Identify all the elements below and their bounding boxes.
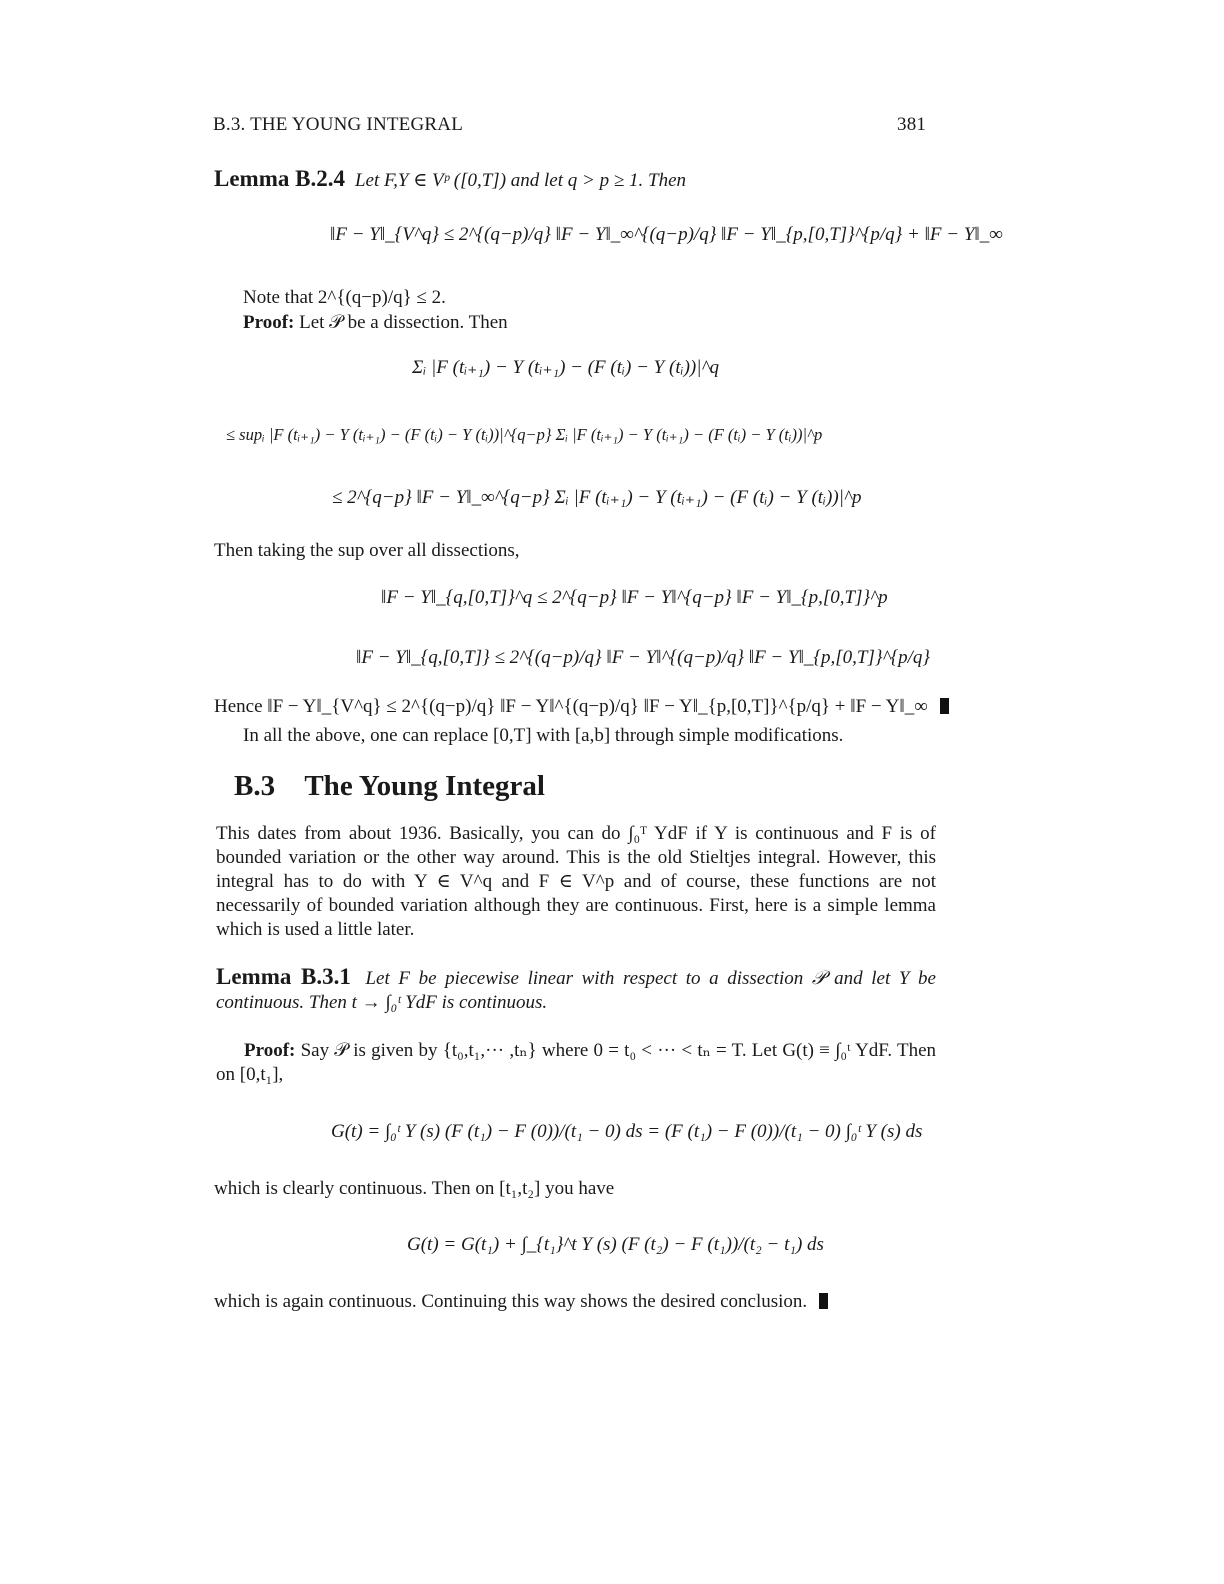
proof-1-label: Proof: <box>243 312 295 333</box>
section-heading <box>234 770 545 803</box>
proof-2-conclusion-text: which is again continuous. Continuing this way shows the desired conclusion. <box>214 1291 808 1312</box>
proof-1-intro <box>243 311 508 335</box>
proof-1-equation-3: ≤ 2^{q−p} ‖F − Y‖_∞^{q−p} Σᵢ |F (tᵢ₊₁) − Y (tᵢ₊₁) − (F (tᵢ) − Y (tᵢ))|^p <box>332 487 862 508</box>
lemma-b24-inequality: ‖F − Y‖_{V^q} ≤ 2^{(q−p)/q} ‖F − Y‖_∞^{(q−p)/q} ‖F − Y‖_{p,[0,T]}^{p/q} + ‖F − Y‖_∞ <box>330 224 1003 245</box>
proof-1-intro-text: Let 𝒫 be a dissection. Then <box>299 312 508 333</box>
note-text: Note that 2^{(q−p)/q} ≤ 2. <box>243 287 446 308</box>
proof-2-intro <box>216 1039 936 1087</box>
section-title: The Young Integral <box>304 770 545 802</box>
proof-2-conclusion <box>214 1290 828 1314</box>
proof-2-continuous-text: which is clearly continuous. Then on [t₁,t₂] you have <box>214 1178 615 1199</box>
proof-1-hence <box>214 695 949 719</box>
proof-1-sup-text: Then taking the sup over all dissections, <box>214 540 520 561</box>
proof-1-equation-2: ≤ supᵢ |F (tᵢ₊₁) − Y (tᵢ₊₁) − (F (tᵢ) − Y (tᵢ))|^{q−p} Σᵢ |F (tᵢ₊₁) − Y (tᵢ₊₁) − (F (tᵢ) − Y (tᵢ))|^p <box>226 425 823 444</box>
lemma-b31 <box>216 965 936 1015</box>
intro-paragraph: This dates from about 1936. Basically, you can do ∫₀ᵀ YdF if Y is continuous and F is of bounded variation or the other way around. This is the old Stieltjes integral. However, this integral has to do with Y ∈ V^q and F ∈ V^p and of course, these functions are not necessarily of bounded variation although they are continuous. First, here is a simple lemma which is used a little later. <box>216 823 936 940</box>
lemma-b31-statement: Let F be piecewise linear with respect to a dissection 𝒫 and let Y be continuous. Then t → ∫₀ᵗ YdF is continuous. <box>216 968 936 1013</box>
proof-2-equation-1: G(t) = ∫₀ᵗ Y (s) (F (t₁) − F (0))/(t₁ − 0) ds = (F (t₁) − F (0))/(t₁ − 0) ∫₀ᵗ Y (s) ds <box>331 1121 923 1142</box>
proof-1-equation-4: ‖F − Y‖_{q,[0,T]}^q ≤ 2^{q−p} ‖F − Y‖^{q−p} ‖F − Y‖_{p,[0,T]}^p <box>381 587 888 608</box>
proof-1-hence-text: Hence ‖F − Y‖_{V^q} ≤ 2^{(q−p)/q} ‖F − Y‖^{(q−p)/q} ‖F − Y‖_{p,[0,T]}^{p/q} + ‖F − Y‖_∞ <box>214 696 928 717</box>
lemma-b24-statement: Let F,Y ∈ Vᵖ ([0,T]) and let q > p ≥ 1. Then <box>354 170 687 191</box>
qed-mark-2 <box>819 1293 828 1309</box>
qed-mark <box>940 698 949 714</box>
proof-1-equation-1: Σᵢ |F (tᵢ₊₁) − Y (tᵢ₊₁) − (F (tᵢ) − Y (tᵢ))|^q <box>412 357 719 378</box>
proof-1-equation-5: ‖F − Y‖_{q,[0,T]} ≤ 2^{(q−p)/q} ‖F − Y‖^{(q−p)/q} ‖F − Y‖_{p,[0,T]}^{p/q} <box>356 647 930 668</box>
proof-1-replace-text: In all the above, one can replace [0,T] with [a,b] through simple modifications. <box>243 725 844 746</box>
lemma-b24-label: Lemma B.2.4 <box>214 166 345 191</box>
proof-2-text: Say 𝒫 is given by {t₀,t₁,··· ,tₙ} where 0 = t₀ < ··· < tₙ = T. Let G(t) ≡ ∫₀ᵗ YdF. Then on [0,t₁], <box>216 1040 937 1085</box>
running-title: B.3. THE YOUNG INTEGRAL <box>213 114 463 135</box>
lemma-b24 <box>214 166 686 192</box>
proof-2-label: Proof: <box>244 1040 296 1061</box>
page-number: 381 <box>897 114 927 135</box>
proof-2-equation-2: G(t) = G(t₁) + ∫_{t₁}^t Y (s) (F (t₂) − F (t₁))/(t₂ − t₁) ds <box>407 1234 824 1255</box>
lemma-b31-label: Lemma B.3.1 <box>216 964 351 989</box>
section-number: B.3 <box>234 770 276 802</box>
